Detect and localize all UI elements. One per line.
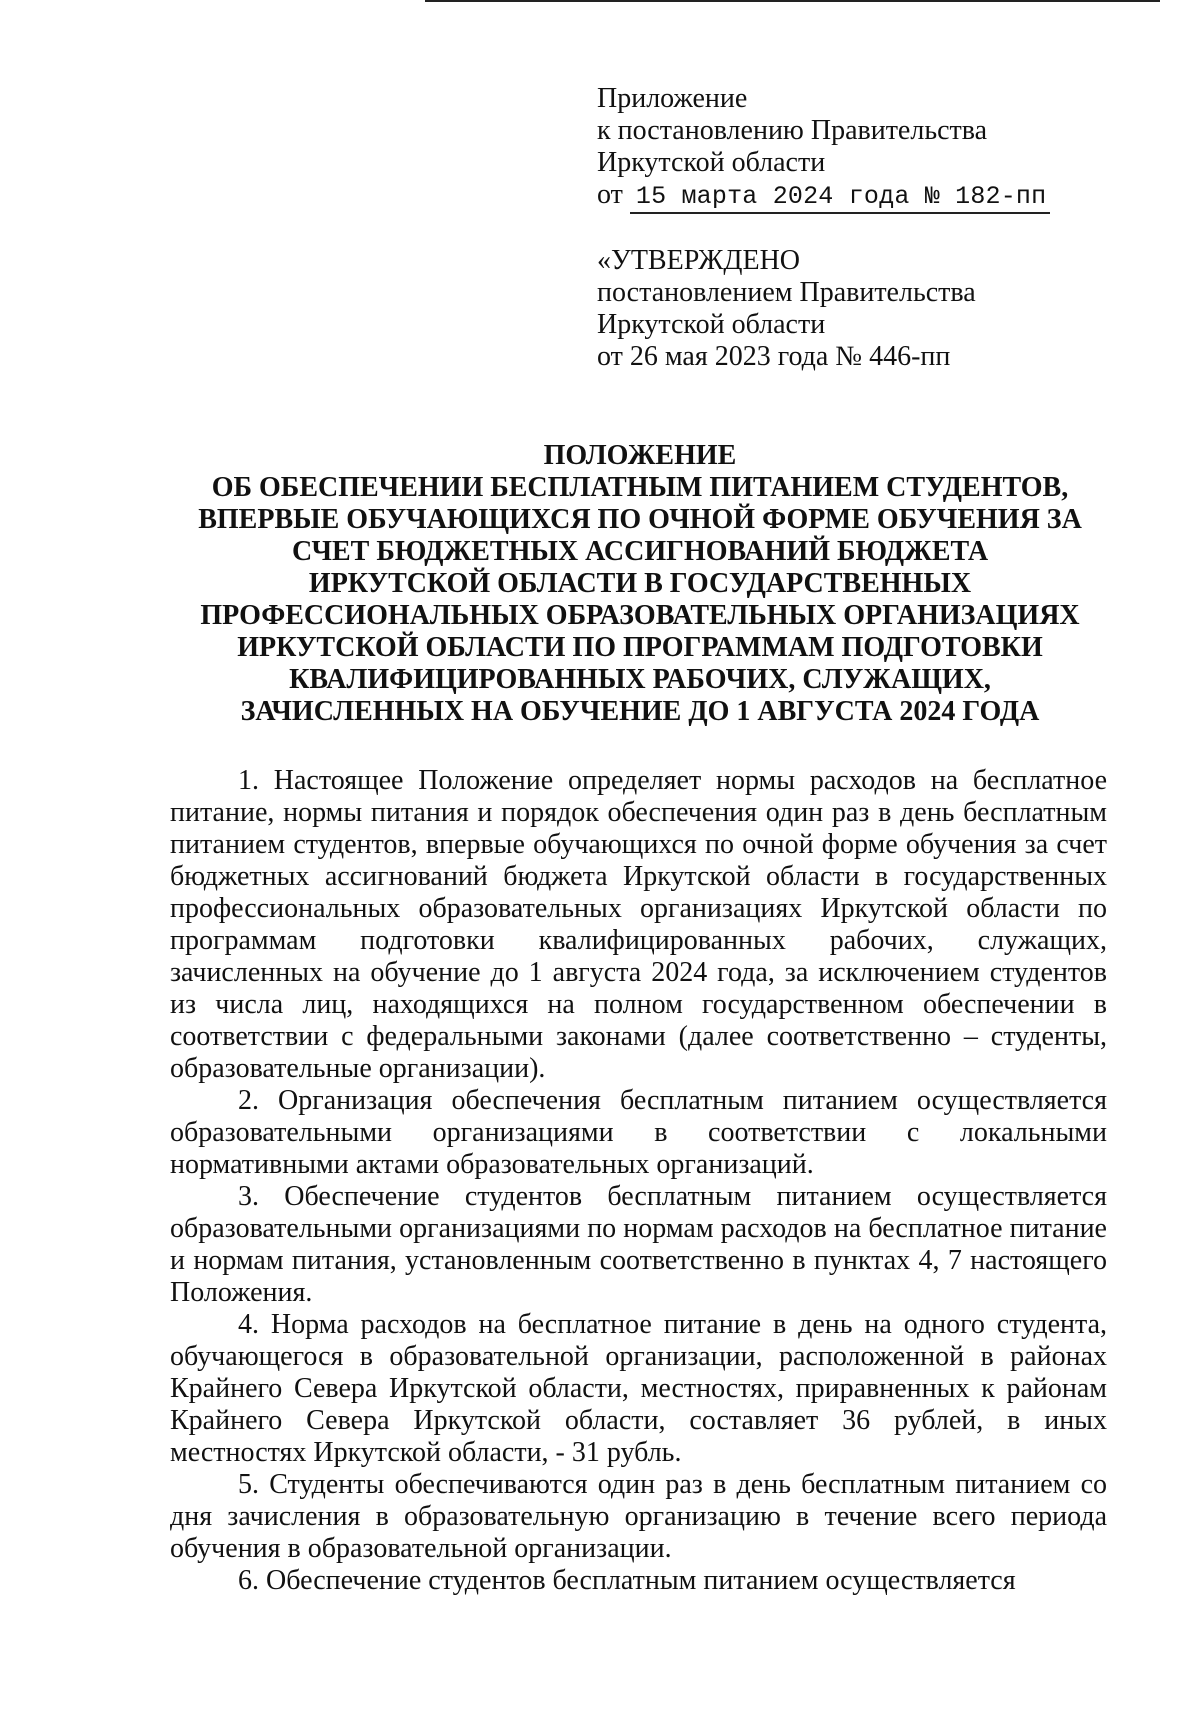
approved-line: Иркутской области bbox=[597, 309, 826, 340]
document-body bbox=[170, 765, 1107, 1597]
paragraph-5: 5. Студенты обеспечиваются один раз в день бесплатным питанием со дня зачисления в образовательную организацию в течение всего периода обучения в образовательной организации. bbox=[170, 1469, 1107, 1564]
appendix-line: к постановлению Правительства bbox=[597, 115, 988, 146]
approved-block bbox=[597, 245, 1157, 373]
title-line: ЗАЧИСЛЕННЫХ НА ОБУЧЕНИЕ ДО 1 АВГУСТА 2024 ГОДА bbox=[240, 696, 1040, 727]
title-line: СЧЕТ БЮДЖЕТНЫХ АССИГНОВАНИЙ БЮДЖЕТА bbox=[291, 536, 989, 567]
document-title bbox=[140, 440, 1140, 728]
appendix-line: Приложение bbox=[597, 83, 748, 114]
appendix-date-line bbox=[597, 179, 1157, 214]
paragraph-3: 3. Обеспечение студентов бесплатным питанием осуществляется образовательными организациями по нормам расходов на бесплатное питание и нормам питания, установленным соответственно в пунктах 4, 7 настоящего Положения. bbox=[170, 1181, 1107, 1308]
appendix-line: Иркутской области bbox=[597, 147, 826, 178]
paragraph-6: 6. Обеспечение студентов бесплатным питанием осуществляется bbox=[238, 1565, 1016, 1596]
typed-date-field: 15 марта 2024 года № 182-пп bbox=[630, 183, 1050, 214]
title-line: ПОЛОЖЕНИЕ bbox=[543, 440, 737, 471]
appendix-header bbox=[597, 83, 1157, 214]
approved-line: «УТВЕРЖДЕНО bbox=[597, 245, 801, 276]
top-scan-rule bbox=[425, 0, 1160, 2]
title-line: ВПЕРВЫЕ ОБУЧАЮЩИХСЯ ПО ОЧНОЙ ФОРМЕ ОБУЧЕНИЯ ЗА bbox=[198, 504, 1082, 535]
title-line: КВАЛИФИЦИРОВАННЫХ РАБОЧИХ, СЛУЖАЩИХ, bbox=[289, 664, 991, 695]
title-line: ОБ ОБЕСПЕЧЕНИИ БЕСПЛАТНЫМ ПИТАНИЕМ СТУДЕНТОВ, bbox=[211, 472, 1069, 503]
paragraph-4: 4. Норма расходов на бесплатное питание в день на одного студента, обучающегося в образовательной организации, расположенной в районах Крайнего Севера Иркутской области, местностях, приравненных к районам Крайнего Севера Иркутской области, составляет 36 рублей, в иных местностях Иркутской области, - 31 рубль. bbox=[170, 1309, 1107, 1468]
date-prefix: от bbox=[597, 179, 623, 210]
approved-line: постановлением Правительства bbox=[597, 277, 976, 308]
paragraph-1: 1. Настоящее Положение определяет нормы расходов на бесплатное питание, нормы питания и порядок обеспечения один раз в день бесплатным питанием студентов, впервые обучающихся по очной форме обучения за счет бюджетных ассигнований бюджета Иркутской области в государственных профессиональных образовательных организациях Иркутской области по программам подготовки квалифицированных рабочих, служащих, зачисленных на обучение до 1 августа 2024 года, за исключением студентов из числа лиц, находящихся на полном государственном обеспечении в соответствии с федеральными законами (далее соответственно – студенты, образовательные организации). bbox=[170, 765, 1107, 1084]
approved-line: от 26 мая 2023 года № 446-пп bbox=[597, 341, 951, 372]
paragraph-2: 2. Организация обеспечения бесплатным питанием осуществляется образовательными организациями в соответствии с локальными нормативными актами образовательных организаций. bbox=[170, 1085, 1107, 1180]
title-line: ПРОФЕССИОНАЛЬНЫХ ОБРАЗОВАТЕЛЬНЫХ ОРГАНИЗАЦИЯХ bbox=[200, 600, 1080, 631]
title-line: ИРКУТСКОЙ ОБЛАСТИ ПО ПРОГРАММАМ ПОДГОТОВКИ bbox=[237, 632, 1043, 663]
title-line: ИРКУТСКОЙ ОБЛАСТИ В ГОСУДАРСТВЕННЫХ bbox=[308, 568, 972, 599]
